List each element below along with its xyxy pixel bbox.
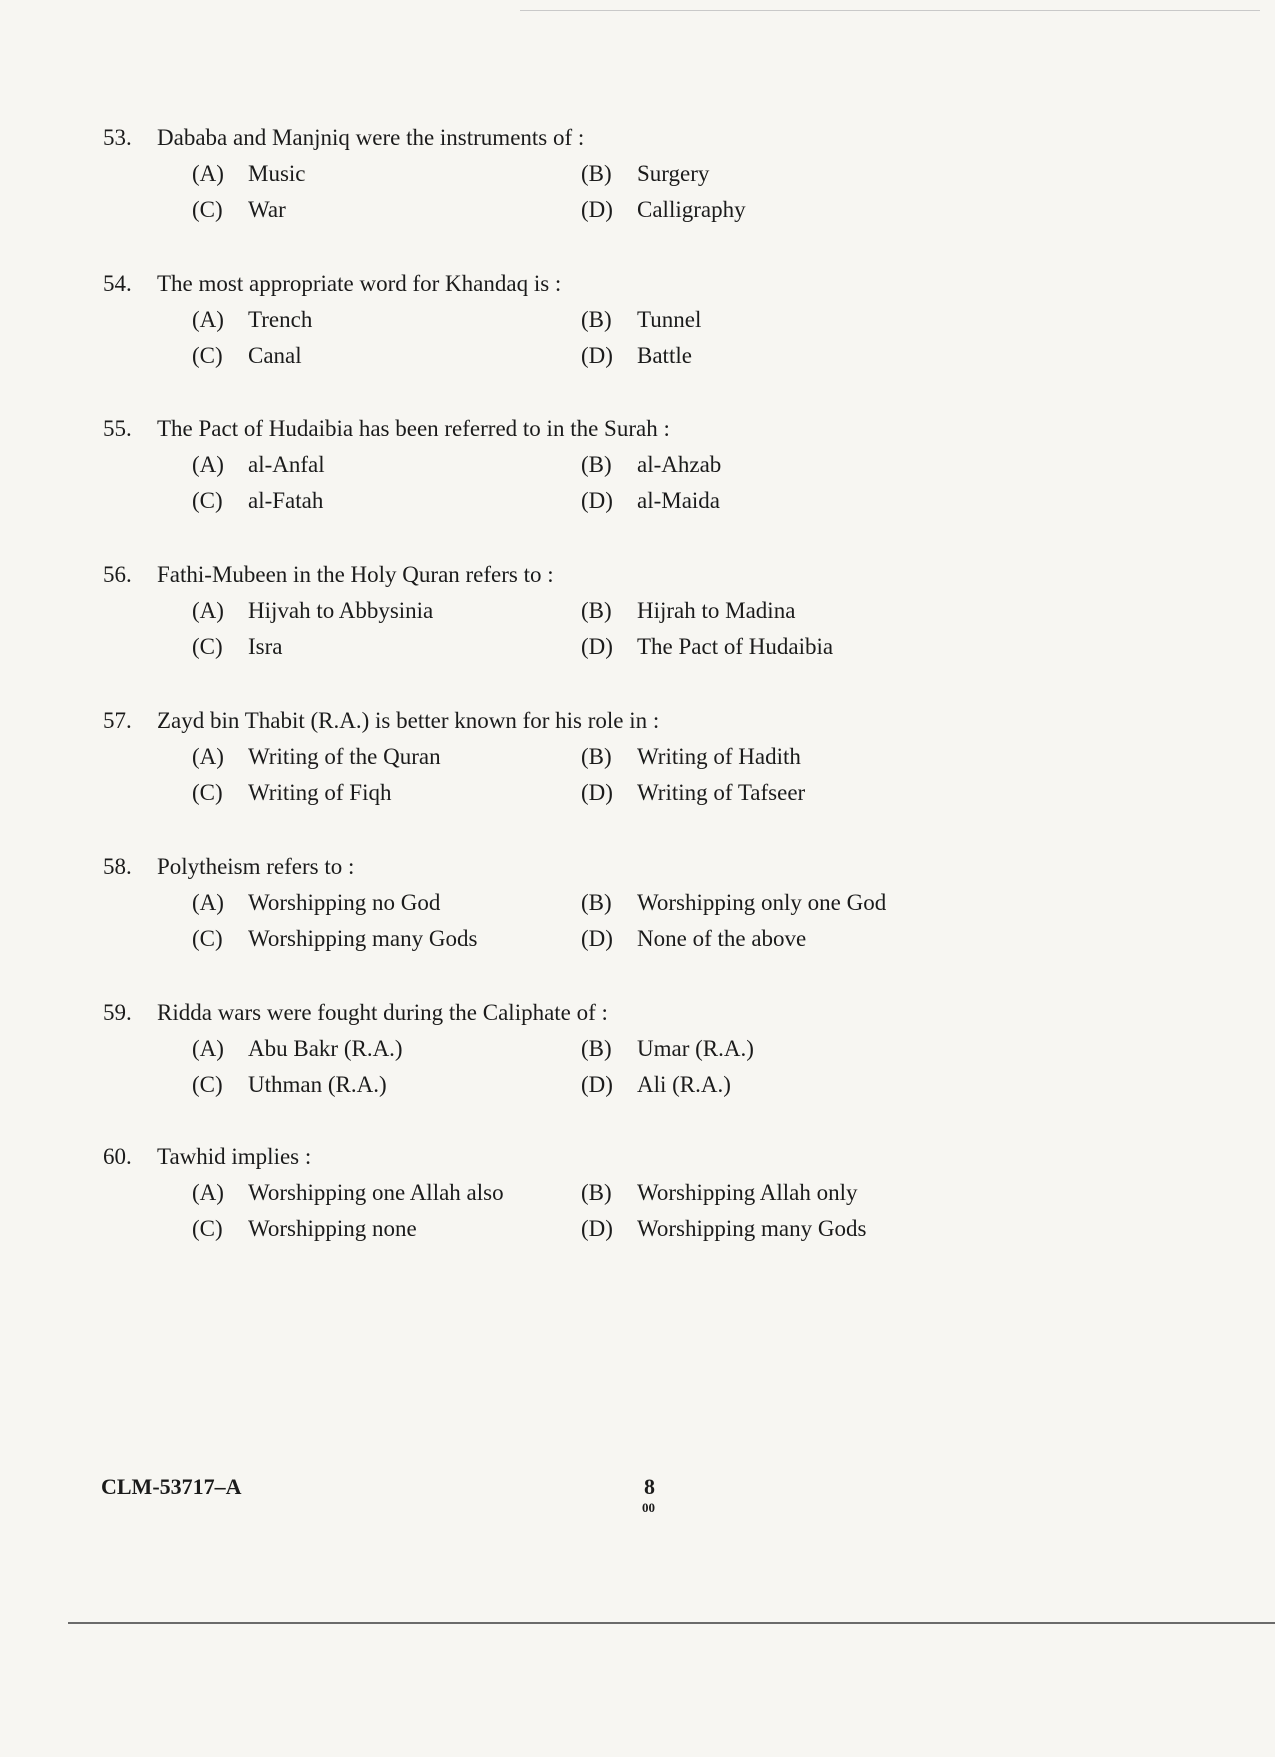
question-59 — [0, 998, 1275, 1108]
option-b — [581, 1178, 857, 1208]
option-letter: (D) — [581, 488, 613, 513]
question-number: 59. — [103, 1000, 132, 1025]
option-a — [192, 1178, 504, 1208]
option-text: Worshipping many Gods — [248, 926, 478, 951]
option-letter: (A) — [192, 890, 224, 915]
question-60 — [0, 1142, 1275, 1252]
option-text: Writing of Hadith — [637, 744, 801, 769]
option-a — [192, 159, 306, 189]
option-d — [581, 195, 746, 225]
option-d — [581, 1070, 731, 1100]
option-text: Umar (R.A.) — [637, 1036, 754, 1061]
question-text: Zayd bin Thabit (R.A.) is better known for his role in : — [157, 708, 660, 733]
paper-code: CLM-53717–A — [101, 1474, 242, 1499]
option-letter: (B) — [581, 598, 612, 623]
question-text: Fathi-Mubeen in the Holy Quran refers to : — [157, 562, 554, 587]
option-text: Hijrah to Madina — [637, 598, 796, 623]
option-letter: (B) — [581, 744, 612, 769]
option-text: War — [248, 197, 286, 222]
option-text: Isra — [248, 634, 283, 659]
question-58 — [0, 852, 1275, 962]
option-d — [581, 924, 806, 954]
option-text: The Pact of Hudaibia — [637, 634, 834, 659]
option-letter: (A) — [192, 744, 224, 769]
option-letter: (B) — [581, 161, 612, 186]
option-letter: (D) — [581, 197, 613, 222]
question-text: The most appropriate word for Khandaq is : — [157, 271, 562, 296]
question-number: 56. — [103, 562, 132, 587]
option-a — [192, 888, 440, 918]
option-text: al-Maida — [637, 488, 721, 513]
option-text: Canal — [248, 343, 302, 368]
option-c — [192, 1214, 417, 1244]
option-letter: (A) — [192, 161, 224, 186]
option-c — [192, 195, 286, 225]
option-d — [581, 778, 805, 808]
option-letter: (B) — [581, 307, 612, 332]
option-text: None of the above — [637, 926, 807, 951]
option-letter: (C) — [192, 780, 223, 805]
option-text: Surgery — [637, 161, 710, 186]
option-a — [192, 742, 441, 772]
option-text: Worshipping one Allah also — [248, 1180, 504, 1205]
page-number: 8 — [644, 1474, 655, 1499]
option-d — [581, 341, 692, 371]
option-c — [192, 632, 282, 662]
question-text: The Pact of Hudaibia has been referred to in the Surah : — [157, 416, 670, 441]
question-text: Ridda wars were fought during the Caliphate of : — [157, 1000, 608, 1025]
option-text: Hijvah to Abbysinia — [248, 598, 434, 623]
option-text: Writing of Fiqh — [248, 780, 392, 805]
question-number: 53. — [103, 125, 132, 150]
option-letter: (A) — [192, 1036, 224, 1061]
option-d — [581, 1214, 866, 1244]
option-text: Writing of the Quran — [248, 744, 441, 769]
option-c — [192, 1070, 387, 1100]
question-number: 57. — [103, 708, 132, 733]
question-text: Dababa and Manjniq were the instruments of : — [157, 125, 585, 150]
option-letter: (A) — [192, 598, 224, 623]
option-text: Worshipping only one God — [637, 890, 887, 915]
option-b — [581, 450, 721, 480]
option-letter: (B) — [581, 1180, 612, 1205]
question-56 — [0, 560, 1275, 670]
option-letter: (D) — [581, 1072, 613, 1097]
option-letter: (A) — [192, 452, 224, 477]
option-d — [581, 486, 720, 516]
option-text: Worshipping many Gods — [637, 1216, 867, 1241]
option-letter: (A) — [192, 1180, 224, 1205]
page-sub-number: 00 — [642, 1500, 655, 1515]
option-text: Calligraphy — [637, 197, 746, 222]
option-letter: (C) — [192, 488, 223, 513]
bottom-rule — [68, 1622, 1275, 1624]
option-letter: (D) — [581, 1216, 613, 1241]
option-letter: (B) — [581, 452, 612, 477]
option-c — [192, 341, 302, 371]
option-letter: (B) — [581, 890, 612, 915]
option-text: Writing of Tafseer — [637, 780, 806, 805]
question-53 — [0, 123, 1275, 233]
option-c — [192, 486, 323, 516]
option-letter: (D) — [581, 780, 613, 805]
option-d — [581, 632, 833, 662]
option-a — [192, 305, 312, 335]
question-text: Tawhid implies : — [157, 1144, 312, 1169]
question-55 — [0, 414, 1275, 524]
option-letter: (C) — [192, 1072, 223, 1097]
question-number: 54. — [103, 271, 132, 296]
option-text: al-Fatah — [248, 488, 324, 513]
question-number: 58. — [103, 854, 132, 879]
option-b — [581, 596, 795, 626]
option-letter: (C) — [192, 343, 223, 368]
option-letter: (C) — [192, 197, 223, 222]
option-b — [581, 888, 886, 918]
question-54 — [0, 269, 1275, 379]
option-text: Worshipping none — [248, 1216, 417, 1241]
option-text: Abu Bakr (R.A.) — [248, 1036, 403, 1061]
option-a — [192, 450, 325, 480]
option-letter: (D) — [581, 926, 613, 951]
option-text: Tunnel — [637, 307, 702, 332]
option-letter: (B) — [581, 1036, 612, 1061]
question-number: 55. — [103, 416, 132, 441]
question-57 — [0, 706, 1275, 816]
option-a — [192, 596, 433, 626]
option-c — [192, 778, 391, 808]
option-text: al-Anfal — [248, 452, 325, 477]
option-text: Worshipping Allah only — [637, 1180, 858, 1205]
option-text: Battle — [637, 343, 692, 368]
option-letter: (D) — [581, 343, 613, 368]
option-text: Ali (R.A.) — [637, 1072, 731, 1097]
option-b — [581, 742, 801, 772]
question-text: Polytheism refers to : — [157, 854, 355, 879]
question-number: 60. — [103, 1144, 132, 1169]
option-c — [192, 924, 477, 954]
option-b — [581, 1034, 754, 1064]
option-text: Worshipping no God — [248, 890, 441, 915]
option-letter: (C) — [192, 926, 223, 951]
option-text: Uthman (R.A.) — [248, 1072, 387, 1097]
option-b — [581, 305, 701, 335]
option-text: al-Ahzab — [637, 452, 722, 477]
option-letter: (A) — [192, 307, 224, 332]
option-a — [192, 1034, 403, 1064]
option-letter: (D) — [581, 634, 613, 659]
option-letter: (C) — [192, 1216, 223, 1241]
option-text: Trench — [248, 307, 313, 332]
option-text: Music — [248, 161, 306, 186]
option-letter: (C) — [192, 634, 223, 659]
option-b — [581, 159, 709, 189]
